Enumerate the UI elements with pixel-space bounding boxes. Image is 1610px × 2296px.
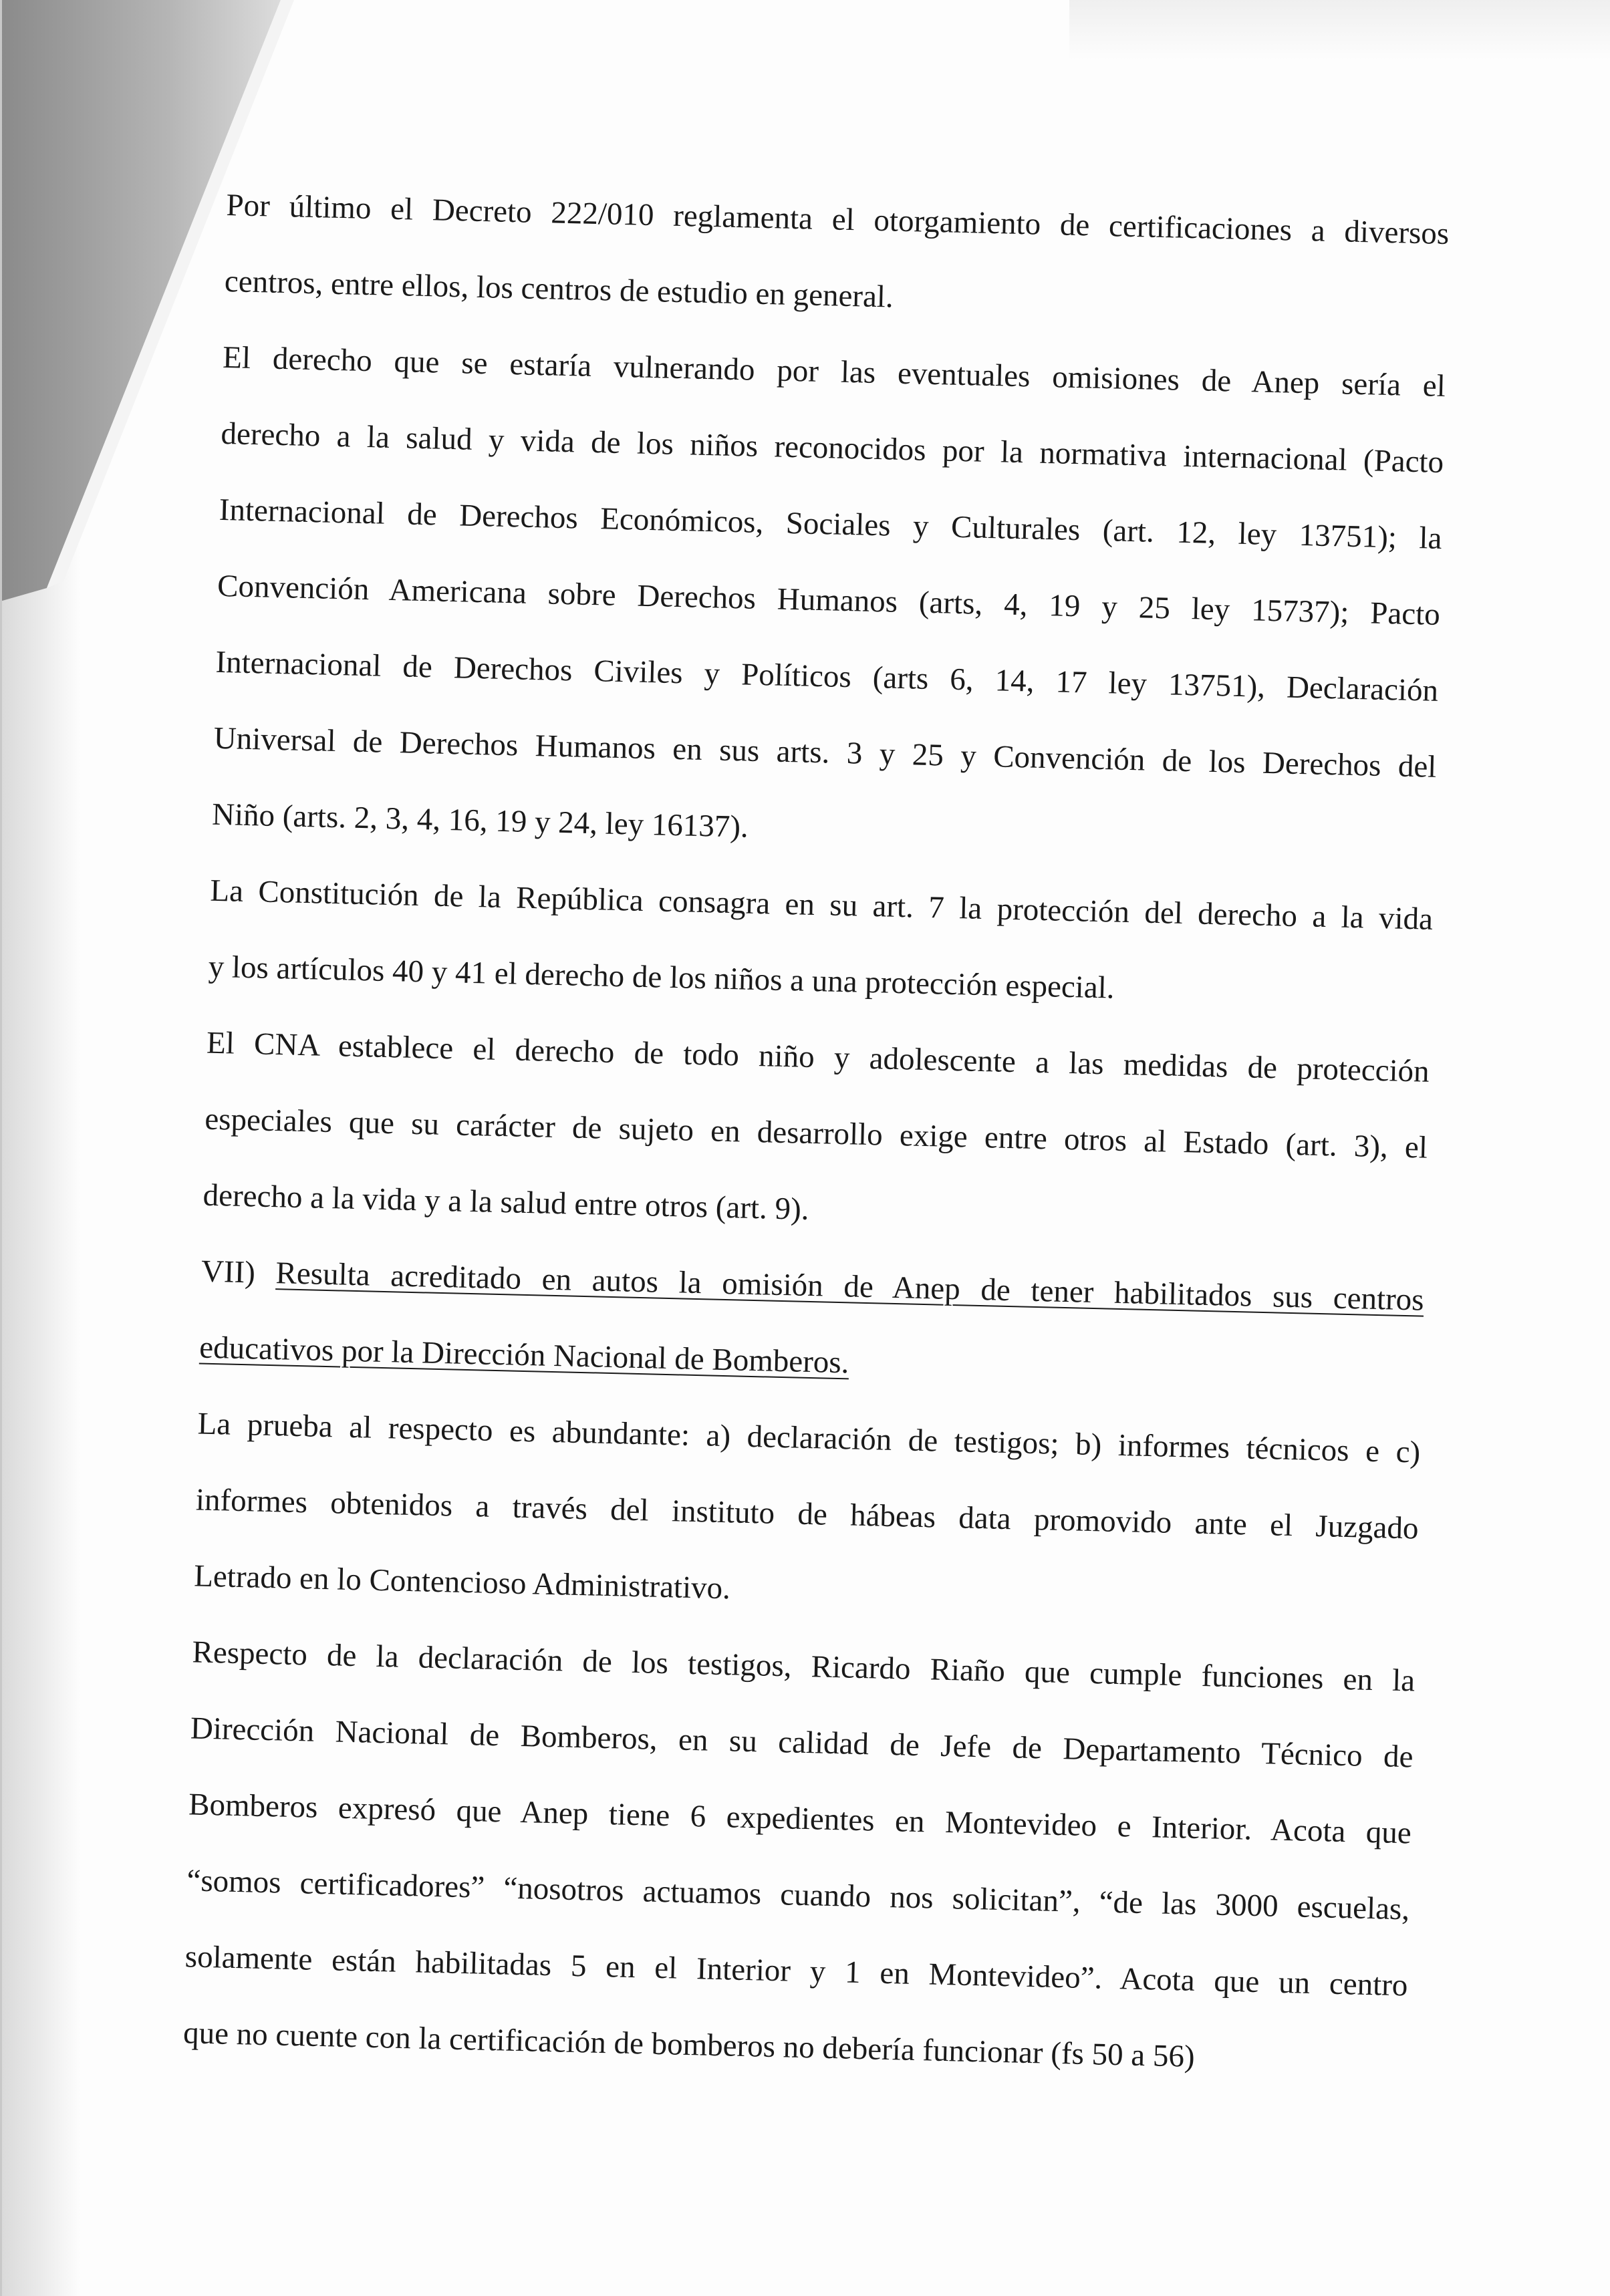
text-line: Internacional de Derechos Civiles y Políticos (arts 6, 14, 17 ley 13751), Declaración — [215, 644, 1439, 708]
text-line: Bomberos expresó que Anep tiene 6 expedientes en Montevideo e Interior. Acota que — [188, 1787, 1412, 1851]
text-line: centros, entre ellos, los centros de estudio en general. — [224, 263, 894, 315]
text-line: “somos certificadores” “nosotros actuamos cuando nos solicitan”, “de las 3000 escuelas, — [186, 1863, 1410, 1927]
text-line: Internacional de Derechos Económicos, Sociales y Culturales (art. 12, ley 13751); la — [219, 492, 1443, 556]
heading-underlined-text: Resulta acreditado en autos la omisión de Anep de tener habilitados sus centros — [275, 1256, 1425, 1318]
paragraph-cna — [202, 1005, 1430, 1262]
paragraph-testigos — [182, 1614, 1416, 2100]
paragraph-decreto — [224, 167, 1450, 348]
heading-underlined-text: educativos por la Dirección Nacional de Bomberos. — [198, 1330, 850, 1381]
text-line: Por último el Decreto 222/010 reglamenta el otorgamiento de certificaciones a diversos — [226, 187, 1450, 252]
text-line: informes obtenidos a través del instituto de hábeas data promovido ante el Juzgado — [195, 1482, 1420, 1546]
text-line: La prueba al respecto es abundante: a) declaración de testigos; b) informes técnicos e c) — [197, 1406, 1421, 1470]
text-line: La Constitución de la República consagra en su art. 7 la protección del derecho a la vida — [209, 873, 1434, 937]
text-line: Dirección Nacional de Bomberos, en su calidad de Jefe de Departamento Técnico de — [190, 1711, 1414, 1775]
paragraph-derecho — [211, 319, 1446, 881]
text-line: solamente están habilitadas 5 en el Interior y 1 en Montevideo”. Acota que un centro — [184, 1939, 1408, 2003]
section-heading-vii — [198, 1234, 1425, 1415]
text-line: Respecto de la declaración de los testigos, Ricardo Riaño que cumple funciones en la — [192, 1634, 1416, 1699]
text-line: Convención Americana sobre Derechos Humanos (arts, 4, 19 y 25 ley 15737); Pacto — [217, 568, 1441, 632]
text-line: derecho a la vida y a la salud entre otros (art. 9). — [203, 1177, 810, 1227]
text-line: especiales que su carácter de sujeto en desarrollo exige entre otros al Estado (art. 3), el — [204, 1101, 1428, 1165]
text-line: El derecho que se estaría vulnerando por las eventuales omisiones de Anep sería el — [222, 339, 1446, 404]
text-line: El CNA establece el derecho de todo niño y adolescente a las medidas de protección — [206, 1025, 1430, 1089]
document-body — [182, 167, 1450, 2100]
text-line: que no cuente con la certificación de bomberos no debería funcionar (fs 50 a 56) — [182, 2015, 1196, 2074]
text-line: Universal de Derechos Humanos en sus arts. 3 y 25 y Convención de los Derechos del — [213, 720, 1437, 784]
section-number: VII) — [200, 1254, 256, 1290]
paragraph-constitucion — [207, 853, 1434, 1034]
text-line: Letrado en lo Contencioso Administrativo. — [193, 1558, 731, 1606]
paragraph-prueba — [193, 1385, 1422, 1642]
text-line: Niño (arts. 2, 3, 4, 16, 19 y 24, ley 16137). — [211, 797, 749, 845]
text-line: y los artículos 40 y 41 el derecho de los niños a una protección especial. — [208, 949, 1115, 1006]
text-line: derecho a la salud y vida de los niños reconocidos por la normativa internacional (Pacto — [220, 416, 1444, 480]
